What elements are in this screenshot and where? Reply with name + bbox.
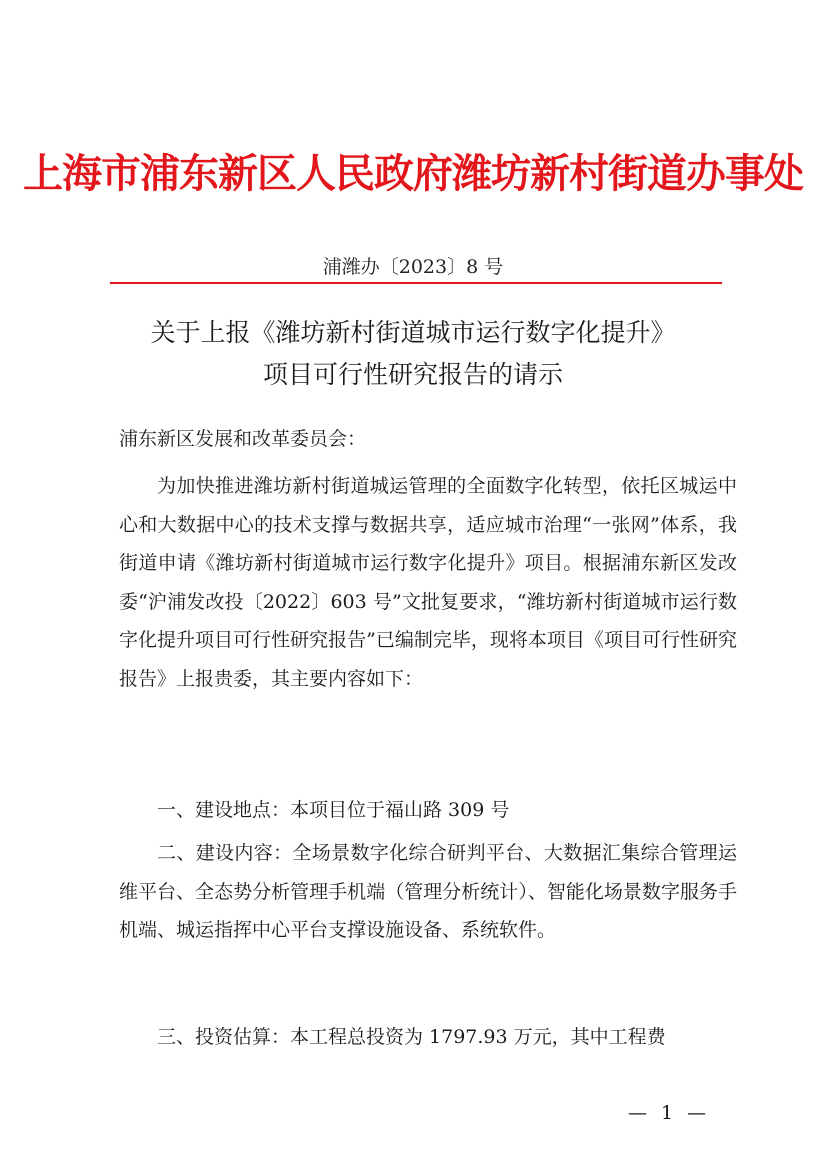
salutation: 浦东新区发展和改革委员会： <box>119 428 367 450</box>
red-divider-line <box>110 282 722 284</box>
page-number: — 1 — <box>628 1102 711 1124</box>
body-paragraph-content: 二、建设内容：全场景数字化综合研判平台、大数据汇集综合管理运维平台、全态势分析管理手机端（管理分析统计）、智能化场景数字服务手机端、城运指挥中心平台支撑设施设备、系统软件。 <box>119 842 737 941</box>
issuer-header: 上海市浦东新区人民政府潍坊新村街道办事处 <box>23 150 803 197</box>
document-title-line-1: 关于上报《潍坊新村街道城市运行数字化提升》 <box>150 318 676 347</box>
body-paragraph-location: 一、建设地点：本项目位于福山路 309 号 <box>157 799 510 821</box>
body-paragraph-investment: 三、投资估算：本工程总投资为 1797.93 万元，其中工程费 <box>157 1026 666 1048</box>
document-title-line-2: 项目可行性研究报告的请示 <box>262 360 563 389</box>
body-paragraph-intro: 为加快推进潍坊新村街道城运管理的全面数字化转型，依托区城运中心和大数据中心的技术支撑与数据共享，适应城市治理“一张网”体系，我街道申请《潍坊新村街道城市运行数字化提升》项目。根据浦东新区发改委“沪浦发改投〔2022〕603 号”文批复要求，“潍坊新村街道城市运行数字化提升项目可行性研究报告”已编制完毕，现将本项目《项目可行性研究报告》上报贵委，其主要内容如下： <box>119 475 737 690</box>
document-title <box>60 312 766 396</box>
document-number: 浦潍办〔2023〕8 号 <box>322 256 504 278</box>
